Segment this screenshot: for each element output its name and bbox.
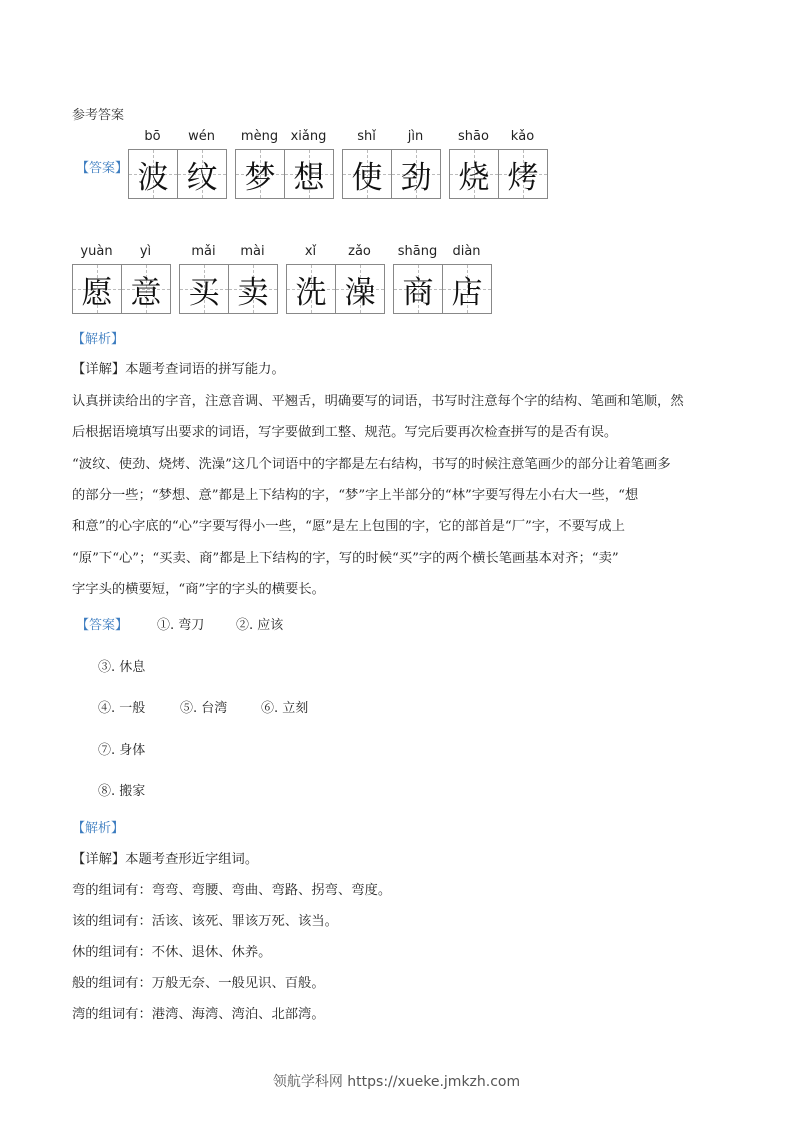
answer-item: ⑥. 立刻 bbox=[261, 701, 309, 716]
pinyin: jìn bbox=[407, 129, 424, 144]
pinyin: shāng bbox=[397, 244, 438, 259]
char-cell: 店 bbox=[442, 265, 491, 313]
pinyin: diàn bbox=[452, 244, 481, 259]
char-cell: 卖 bbox=[228, 265, 277, 313]
analysis-tag: 【解析】 bbox=[72, 332, 125, 347]
explanation-line: 认真拼读给出的字音，注意音调、平翘舌，明确要写的词语，书写时注意每个字的结构、笔画和笔顺，然 bbox=[72, 394, 684, 409]
detail-heading: 【详解】本题考查词语的拼写能力。 bbox=[72, 362, 285, 377]
char-cell: 烧 bbox=[450, 150, 498, 198]
explanation-line: “波纹、使劲、烧烤、洗澡”这几个词语中的字都是左右结构，书写的时候注意笔画少的部分让着笔画多 bbox=[72, 457, 671, 472]
pinyin-grid-row-2 bbox=[72, 242, 492, 314]
char-cell: 纹 bbox=[177, 150, 226, 198]
pinyin: zǎo bbox=[348, 244, 371, 259]
pinyin: xiǎng bbox=[290, 129, 327, 144]
pinyin: xǐ bbox=[304, 244, 317, 259]
pinyin: yì bbox=[139, 244, 152, 259]
char-cell: 劲 bbox=[391, 150, 440, 198]
char-cell: 想 bbox=[284, 150, 333, 198]
word-grid bbox=[72, 242, 171, 314]
word-grid bbox=[179, 242, 278, 314]
pinyin: mèng bbox=[240, 129, 279, 144]
explanation-line: 字字头的横要短，“商”字的字头的横要长。 bbox=[72, 582, 325, 597]
answer-item: ④. 一般 bbox=[98, 701, 146, 716]
pinyin: shāo bbox=[458, 129, 489, 144]
word-grid bbox=[235, 127, 334, 199]
answer-item: ⑤. 台湾 bbox=[180, 701, 228, 716]
pinyin: mǎi bbox=[191, 244, 216, 259]
char-cell: 烤 bbox=[498, 150, 547, 198]
pinyin: yuàn bbox=[80, 244, 113, 259]
pinyin: kǎo bbox=[510, 129, 535, 144]
explanation-line: 般的组词有：万般无奈、一般见识、百般。 bbox=[72, 976, 325, 991]
answer-item: ③. 休息 bbox=[98, 660, 146, 675]
char-cell: 买 bbox=[180, 265, 228, 313]
footer-watermark: 领航学科网 https://xueke.jmkzh.com bbox=[272, 1074, 521, 1090]
char-cell: 使 bbox=[343, 150, 391, 198]
answer-item: ①. 弯刀 bbox=[157, 618, 205, 633]
char-cell: 愿 bbox=[73, 265, 121, 313]
analysis-tag: 【解析】 bbox=[72, 821, 125, 836]
pinyin: shǐ bbox=[357, 129, 376, 144]
explanation-line: 该的组词有：活该、该死、罪该万死、该当。 bbox=[72, 914, 338, 929]
explanation-line: 弯的组词有：弯弯、弯腰、弯曲、弯路、拐弯、弯度。 bbox=[72, 883, 392, 898]
pinyin: wén bbox=[188, 129, 215, 144]
char-cell: 波 bbox=[129, 150, 177, 198]
answer-item: ⑦. 身体 bbox=[98, 743, 146, 758]
explanation-line: “原”下“心”；“买卖、商”都是上下结构的字，写的时候“买”字的两个横长笔画基本对齐；“卖” bbox=[72, 551, 619, 566]
word-grid bbox=[128, 127, 227, 199]
explanation-line: 休的组词有：不休、退休、休养。 bbox=[72, 945, 272, 960]
word-grid bbox=[286, 242, 385, 314]
word-grid bbox=[393, 242, 492, 314]
answer-item: ②. 应该 bbox=[236, 618, 284, 633]
pinyin: mài bbox=[240, 244, 265, 259]
word-grid bbox=[449, 127, 548, 199]
explanation-line: 的部分一些；“梦想、意”都是上下结构的字，“梦”字上半部分的“林”字要写得左小右大一些，“想 bbox=[72, 488, 639, 503]
explanation-line: 后根据语境填写出要求的词语，写字要做到工整、规范。写完后要再次检查拼写的是否有误。 bbox=[72, 425, 618, 440]
char-cell: 意 bbox=[121, 265, 170, 313]
char-cell: 澡 bbox=[335, 265, 384, 313]
answer-tag: 【答案】 bbox=[76, 161, 129, 176]
char-cell: 洗 bbox=[287, 265, 335, 313]
char-cell: 梦 bbox=[236, 150, 284, 198]
explanation-line: 和意”的心字底的“心”字要写得小一些，“愿”是左上包围的字，它的部首是“厂”字，不要写成上 bbox=[72, 519, 625, 534]
answer-item: ⑧. 搬家 bbox=[98, 784, 146, 799]
page-title: 参考答案 bbox=[72, 108, 125, 123]
pinyin: bō bbox=[144, 129, 161, 144]
pinyin-grid-row-1 bbox=[128, 127, 548, 199]
char-cell: 商 bbox=[394, 265, 442, 313]
answer-tag: 【答案】 bbox=[76, 618, 129, 633]
detail-heading: 【详解】本题考查形近字组词。 bbox=[72, 852, 259, 867]
word-grid bbox=[342, 127, 441, 199]
explanation-line: 湾的组词有：港湾、海湾、湾泊、北部湾。 bbox=[72, 1007, 325, 1022]
